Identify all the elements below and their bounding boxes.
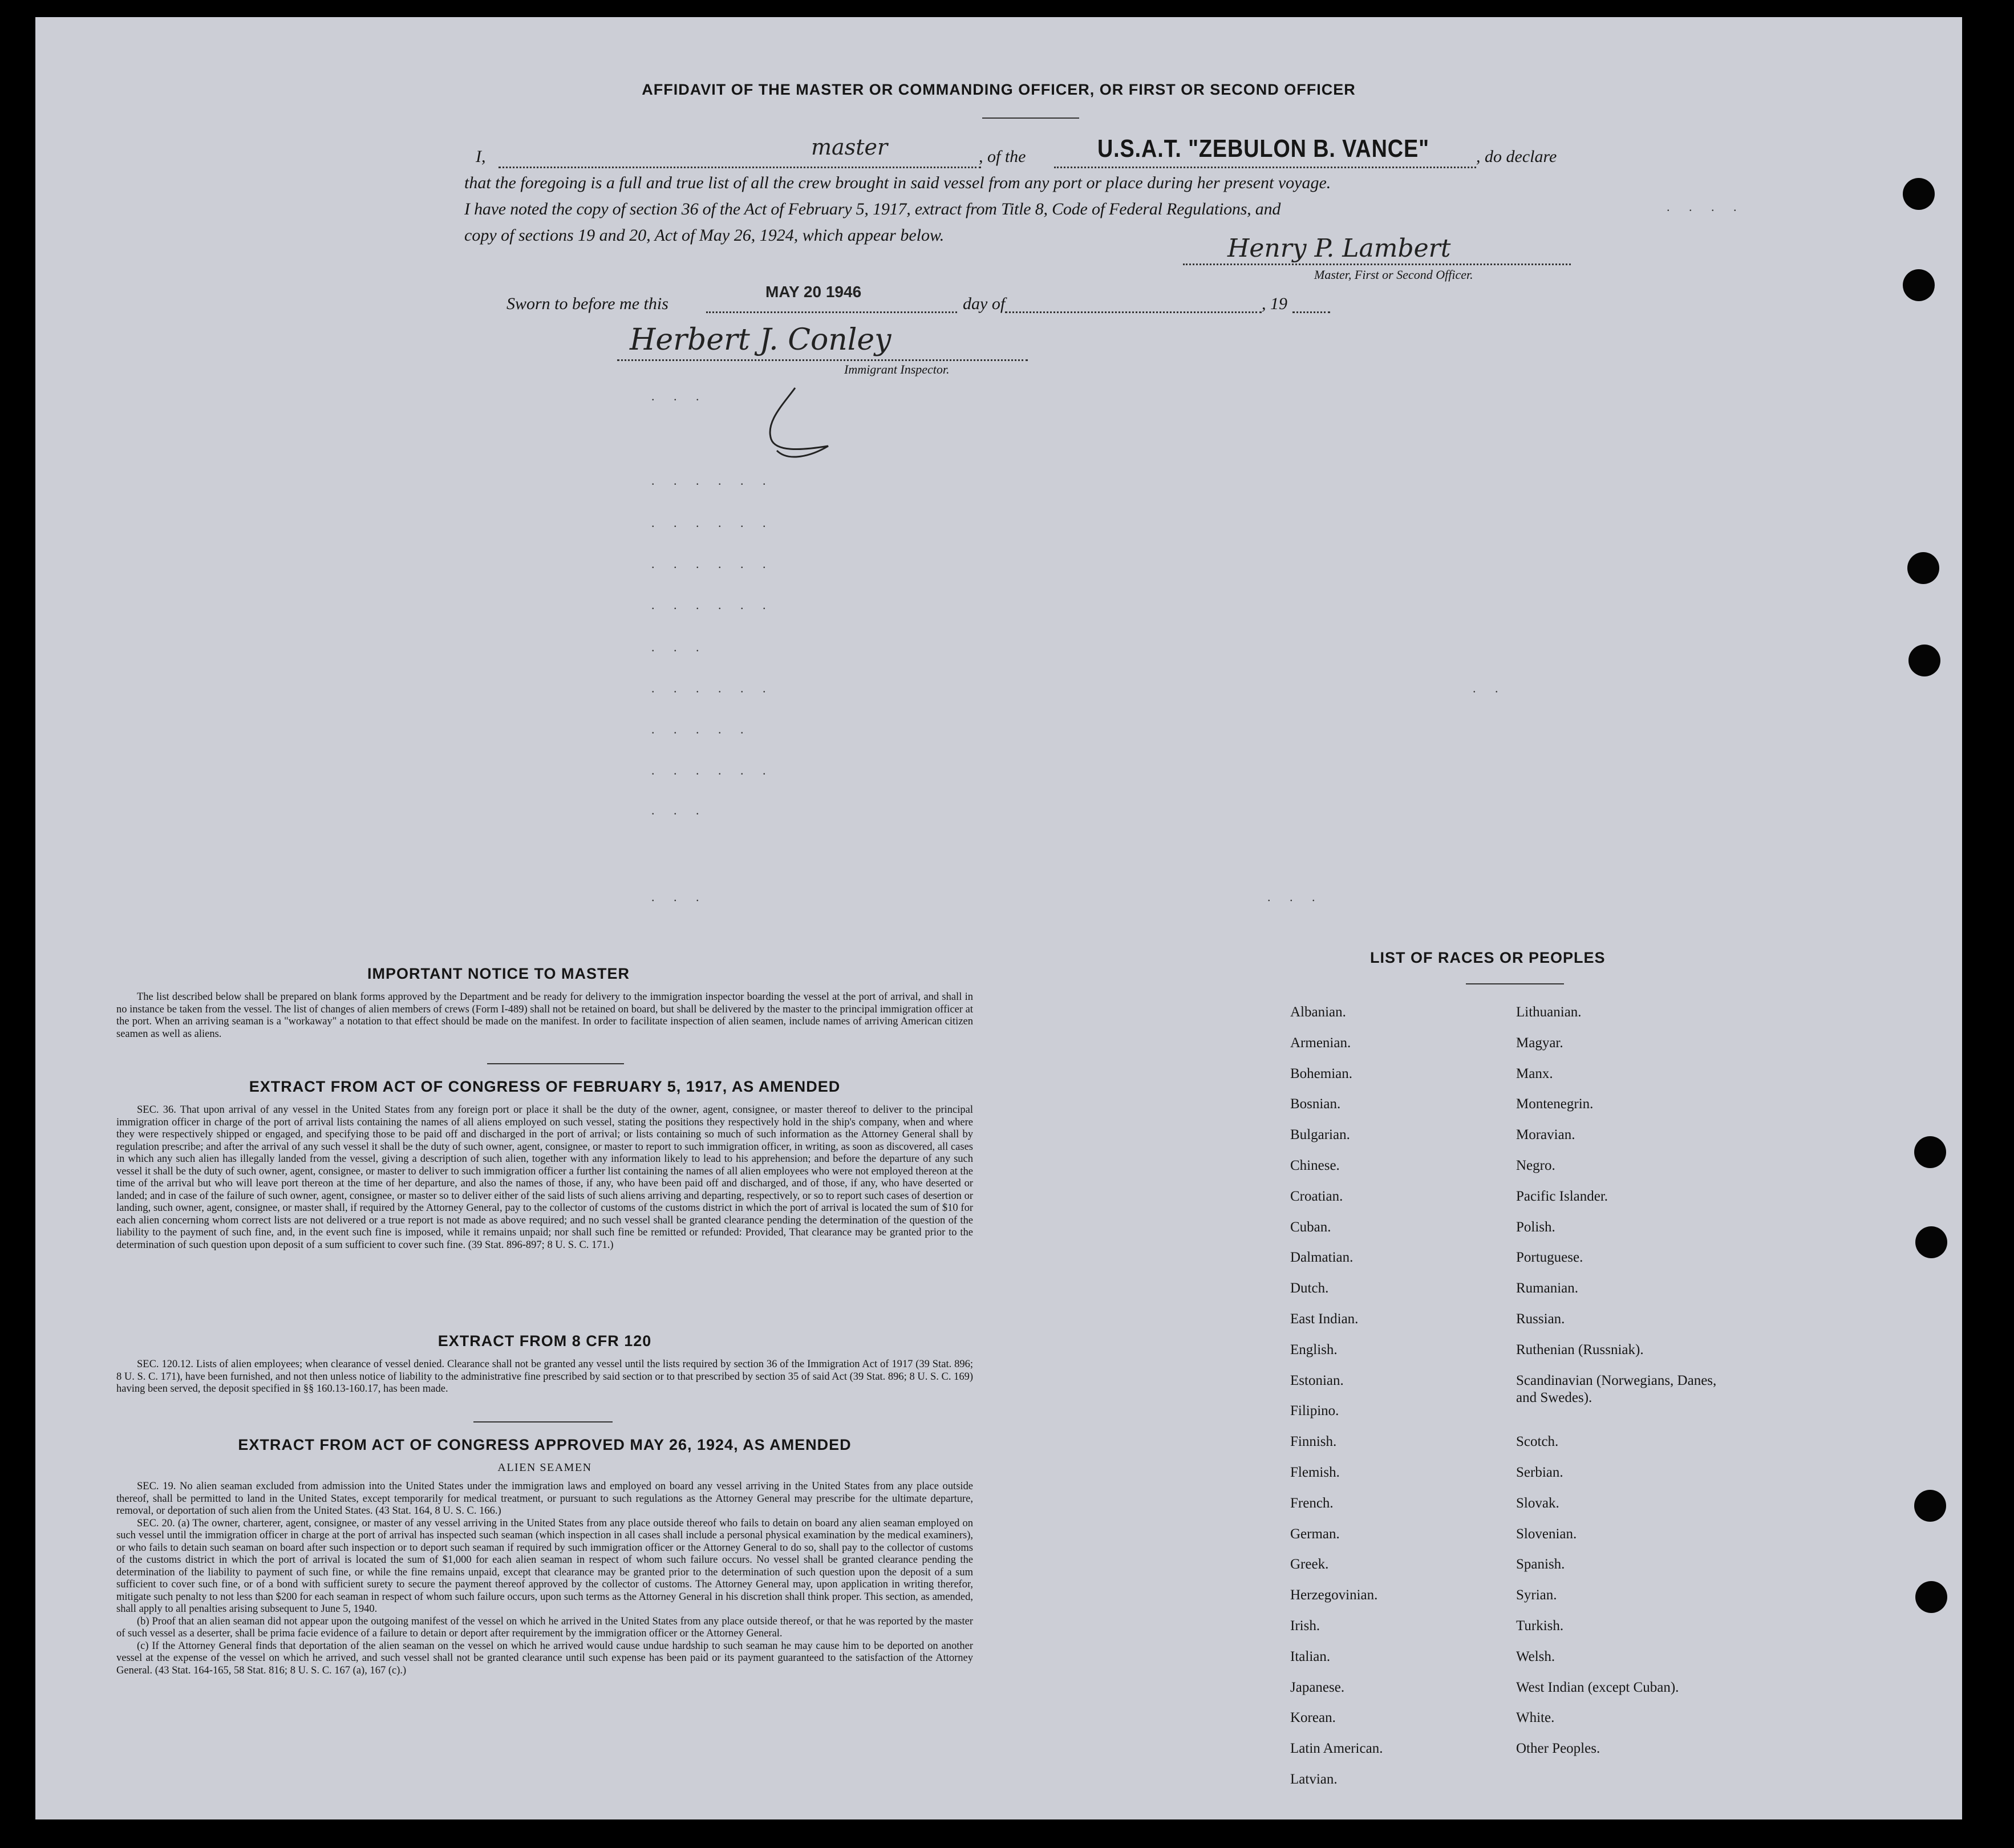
race-item: Latin American. [1290,1741,1383,1757]
stray-marks: . . . [651,640,707,654]
punch-hole [1915,1226,1947,1258]
race-item: Cuban. [1290,1219,1331,1235]
race-item: Manx. [1516,1065,1553,1081]
race-item: Korean. [1290,1710,1336,1726]
divider [473,1421,613,1423]
extract-1924-text [116,1481,973,1677]
divider [982,117,1079,119]
sworn-date-line [706,311,957,313]
sec20a-paragraph: SEC. 20. (a) The owner, charterer, agent, consignee, or master of any vessel arriving in the United States from any place outside thereof who fails to detain on board any alien seaman employed on such vessel until the immigration officer in charge at the port of arrival has inspected such seaman (which inspection in all cases shall include a personal physical examination by the medical examiners), or who fails to detain such seaman on board after such inspection or to deport such seaman if required by such immigration officer or the Attorney General to do so, shall pay to the collector of customs of the customs district in which the port of arrival is located the sum of $1,000 for each alien seaman in respect of whom such failure occurs. No vessel shall be granted clearance pending the determination of the liability to payment of such fine, or while the fine remains unpaid, except that clearance may be granted prior to the determination of such question upon the deposit of a sum sufficient to cover such fine, or of a bond with sufficient surety to secure the payment thereof approved by the collector of customs. The Attorney General may, upon application in writing therefor, mitigate such penalty to not less than $200 for each seaman in respect of whom such failure occurs, upon such terms as the Attorney General in his discretion shall think proper. This section, as amended, shall apply to all penalties arising subsequent to June 5, 1940. [116,1517,973,1615]
sworn-prefix: Sworn to before me this [506,294,668,313]
race-item: Bohemian. [1290,1065,1353,1081]
punch-hole [1914,1490,1946,1522]
race-item: German. [1290,1526,1340,1542]
affidavit-line-3: I have noted the copy of section 36 of the Act of February 5, 1917, extract from Title 8, Code of Federal Regulations, and [464,200,1281,218]
stray-marks: . . . . . [651,722,752,736]
vessel-line [1054,167,1476,168]
races-right-column [1516,1004,1767,1771]
notice-paragraph: The list described below shall be prepared on blank forms approved by the Department and be ready for delivery to the immigration inspector boarding the vessel at the port of arrival, and shall in no instance be taken from the vessel. The list of changes of alien members of crews (Form I-489) shall not be retained on board, but shall be delivered by the master to the principal immigration officer at the port. When an arriving seaman is a "workaway" a notation to that effect should be made on the manifest. In order to facilitate inspection of alien seamen, include names of arriving American citizen seamen as well as aliens. [116,991,973,1040]
inspector-caption: Immigrant Inspector. [844,362,950,376]
race-item: Other Peoples. [1516,1741,1600,1757]
race-item: Armenian. [1290,1035,1351,1051]
master-caption: Master, First or Second Officer. [1314,268,1473,282]
stray-marks: . . [1473,681,1506,695]
form-sheet [35,17,1962,1819]
race-item: Bosnian. [1290,1096,1341,1112]
stamp-date: MAY 20 1946 [765,283,862,301]
race-item: Italian. [1290,1648,1331,1664]
race-item: Croatian. [1290,1188,1343,1204]
race-item: Latvian. [1290,1771,1338,1787]
race-item: Portuguese. [1516,1250,1583,1266]
race-item: Welsh. [1516,1648,1555,1664]
extract-1924-subtitle: ALIEN SEAMEN [497,1461,592,1474]
race-item: Irish. [1290,1618,1320,1634]
race-item: Greek. [1290,1557,1329,1573]
race-item: Turkish. [1516,1618,1564,1634]
affidavit-of-the: , of the [979,147,1026,166]
extract-1924-title: EXTRACT FROM ACT OF CONGRESS APPROVED MAY 26, 1924, AS AMENDED [238,1436,852,1453]
stray-marks: . . . . . . [651,598,774,612]
stray-marks: . . . [651,890,707,904]
stray-marks: . . . . . . [651,473,774,488]
race-item: Flemish. [1290,1464,1340,1480]
affidavit-title: AFFIDAVIT OF THE MASTER OR COMMANDING OFFICER, OR FIRST OR SECOND OFFICER [642,81,1356,98]
sworn-year-line [1292,311,1330,313]
rank-line [499,167,981,168]
divider [487,1063,624,1064]
inspector-signature: Herbert J. Conley [630,323,891,357]
stray-marks: . . . . . . [651,516,774,530]
race-item: Russian. [1516,1311,1565,1327]
stray-marks: . . . . . . [651,681,774,695]
extract-1917-text [116,1104,973,1251]
stray-marks: . . . . [1667,200,1745,214]
race-item: Dalmatian. [1290,1250,1354,1266]
race-item: Moravian. [1516,1127,1575,1143]
affidavit-line-4: copy of sections 19 and 20, Act of May 26, 1924, which appear below. [464,226,945,245]
affidavit-declare: , do declare [1476,147,1557,166]
sec19-paragraph: SEC. 19. No alien seaman excluded from admission into the United States under the immigration laws and employed on board any vessel arriving in the United States from any place outside thereof, shall be permitted to land in the United States, except temporarily for medical treatment, or pursuant to such regulations as the Attorney General may prescribe for the ultimate departure, removal, or deportation of such alien from the United States. (43 Stat. 164, 8 U. S. C. 166.) [116,1481,973,1517]
punch-hole [1914,1136,1946,1168]
master-signature-line [1183,264,1571,265]
stray-marks: . . . [651,803,707,817]
race-item: Magyar. [1516,1035,1563,1051]
race-item: Estonian. [1290,1372,1344,1388]
extract-cfr-paragraph: SEC. 120.12. Lists of alien employees; when clearance of vessel denied. Clearance shall not be granted any vessel until the lists required by section 36 of the Immigration Act of 1917 (39 Stat. 896; 8 U. S. C. 171), have been furnished, and not then unless notice of liability to the administrative fine prescribed by said section or to that prescribed by section 35 of said Act (39 Stat. 896; 8 U. S. C. 169) having been served, the deposit specified in §§ 160.13-160.17, has been made. [116,1359,973,1395]
punch-hole [1903,269,1935,301]
punch-hole [1903,178,1935,210]
affidavit-i: I, [476,147,486,166]
race-item: Pacific Islander. [1516,1188,1608,1204]
races-title: LIST OF RACES OR PEOPLES [1370,949,1606,966]
sec20c-paragraph: (c) If the Attorney General finds that deportation of the alien seaman on the vessel on which he arrived would cause undue hardship to such seaman he may cause him to be deported on another vessel at the expense of the vessel on which he arrived, and such vessel shall not be granted clearance until such expense has been paid or its payment guaranteed to the satisfaction of the Attorney General. (43 Stat. 164-165, 58 Stat. 816; 8 U. S. C. 167 (a), 167 (c).) [116,1640,973,1676]
race-item: Herzegovinian. [1290,1587,1378,1603]
master-signature: Henry P. Lambert [1227,234,1451,263]
race-item: Spanish. [1516,1557,1565,1573]
notice-title: IMPORTANT NOTICE TO MASTER [367,965,630,982]
race-item: White. [1516,1710,1555,1726]
race-item: East Indian. [1290,1311,1359,1327]
race-item: West Indian (except Cuban). [1516,1679,1679,1695]
stray-marks: . . . . . . [651,763,774,777]
divider [1466,983,1564,984]
race-item: Serbian. [1516,1464,1563,1480]
race-item: Syrian. [1516,1587,1557,1603]
races-left-column [1290,1004,1484,1802]
stray-marks: . . . . . . [651,557,774,571]
affidavit-line-2: that the foregoing is a full and true list of all the crew brought in said vessel from any port or place during her present voyage. [464,173,1331,192]
race-item: Scotch. [1516,1434,1559,1450]
race-item: Japanese. [1290,1679,1345,1695]
sworn-month-line [1005,311,1262,313]
race-item: Slovenian. [1516,1526,1577,1542]
punch-hole [1915,1581,1947,1613]
sec20b-paragraph: (b) Proof that an alien seaman did not appear upon the outgoing manifest of the vessel on which he arrived in the United States from any place outside thereof, or that he was reported by the master of such vessel as a deserter, shall be prima facie evidence of a failure to detain or deport after requirement by the immigration officer or the Attorney General. [116,1615,973,1639]
race-item: Negro. [1516,1157,1555,1173]
race-item: Dutch. [1290,1280,1329,1296]
race-item: Albanian. [1290,1004,1346,1020]
punch-hole [1908,645,1940,676]
race-item: Chinese. [1290,1157,1340,1173]
notice-text [116,991,973,1040]
extract-1917-paragraph: SEC. 36. That upon arrival of any vessel in the United States from any foreign port or place it shall be the duty of the owner, agent, consignee, or master thereof to deliver to the principal immigration officer in charge of the port of arrival lists containing the names of all aliens employed on such vessel, stating the positions they respectively hold in the ship's company, when and where they were respectively shipped or engaged, and specifying those to be paid off and discharged in the port of arrival; or lists containing so much of such information as the Attorney General shall by regulation prescribe; and after the arrival of any such vessel it shall be the duty of such owner, agent, consignee, or master to report to such immigration officer, in writing, as soon as discovered, all cases in which any such alien has illegally landed from the vessel, giving a description of such alien, together with any information likely to lead to his apprehension; and before the departure of any such vessel it shall be the duty of such owner, agent, consignee, or master to deliver to such immigration officer a further list containing the names of all alien employees who were not employed thereon at the time of the arrival but who will leave port thereon at the time of her departure, and also the names of those, if any, who have been paid off and discharged, and of those, if any, who have deserted or landed; and in case of the failure of such owner, agent, consignee, or master so to deliver either of the said lists of such aliens arriving and departing, respectively, or so to report such cases of desertion or landing, such owner, agent, consignee, or master shall, if required by the Attorney General, pay to the collector of customs of the customs district in which the port of arrival is located the sum of $10 for each alien concerning whom correct lists are not delivered or a true report is not made as above required; and no such vessel shall be granted clearance pending the determination of the question of the liability to the payment of such fine, and, in the event such fine is imposed, while it remains unpaid; nor shall such fine be remitted or refunded: Provided, That clearance may be granted prior to the determination of such question upon deposit of a sum sufficient to cover such fine. (39 Stat. 896-897; 8 U. S. C. 171.) [116,1104,973,1251]
race-item: Scandinavian (Norwegians, Danes, and Swedes). [1516,1372,1717,1405]
race-item: Ruthenian (Russniak). [1516,1342,1644,1357]
punch-hole [1907,552,1939,584]
race-item: Polish. [1516,1219,1555,1235]
sworn-day-of: day of [963,294,1006,313]
signature-flourish [743,382,880,473]
extract-1917-title: EXTRACT FROM ACT OF CONGRESS OF FEBRUARY 5, 1917, AS AMENDED [249,1078,841,1095]
handwritten-rank: master [811,135,888,160]
race-item: Filipino. [1290,1403,1339,1419]
extract-cfr-title: EXTRACT FROM 8 CFR 120 [437,1332,652,1349]
race-item: Montenegrin. [1516,1096,1594,1112]
stray-marks: . . . [651,389,707,403]
race-item: Lithuanian. [1516,1004,1582,1020]
race-item: French. [1290,1495,1334,1511]
race-item: Slovak. [1516,1495,1559,1511]
race-item: Rumanian. [1516,1280,1579,1296]
race-item: English. [1290,1342,1338,1357]
stray-marks: . . . [1267,890,1323,904]
inspector-signature-line [617,359,1028,361]
race-item: Bulgarian. [1290,1127,1350,1143]
race-item: Finnish. [1290,1434,1337,1450]
extract-cfr-text [116,1359,973,1396]
sworn-year: , 19 [1262,294,1287,313]
vessel-name: U.S.A.T. "ZEBULON B. VANCE" [1097,135,1429,163]
